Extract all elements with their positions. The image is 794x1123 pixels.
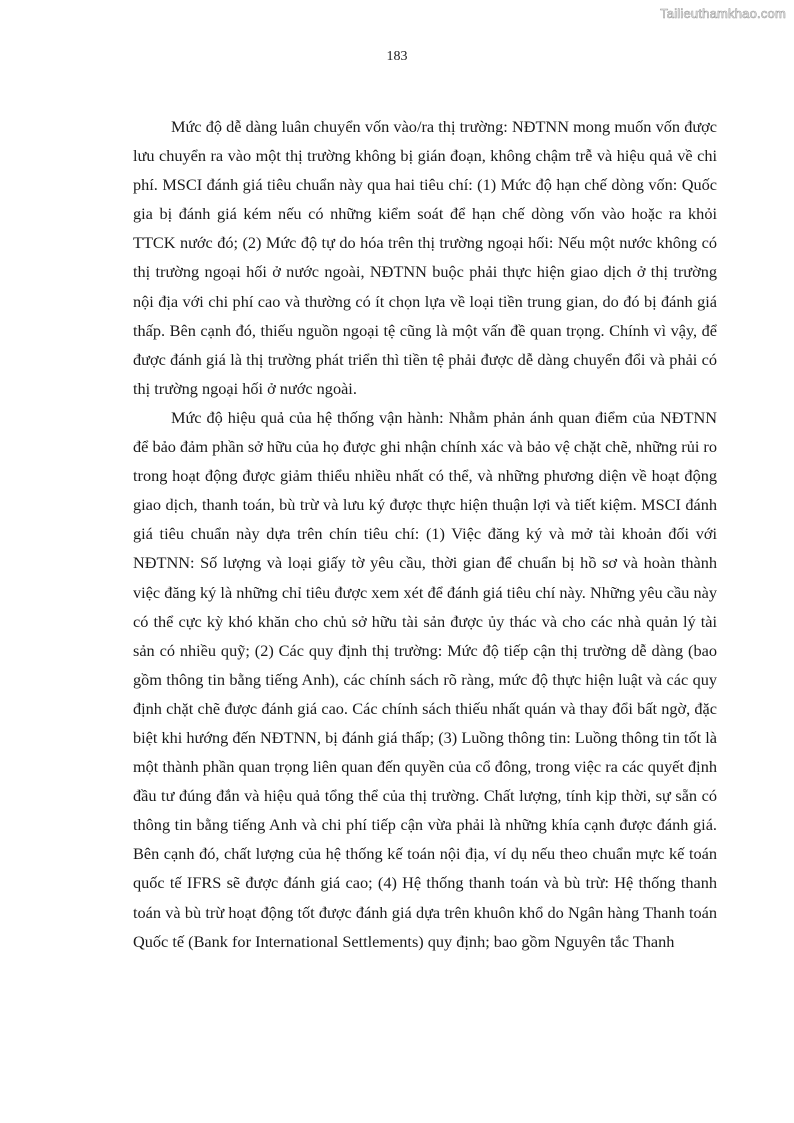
page-number: 183 <box>386 49 408 64</box>
paragraph-capital-mobility: Mức độ dễ dàng luân chuyển vốn vào/ra thị trường: NĐTNN mong muốn vốn được lưu chuyển ra vào một thị trường không bị gián đoạn, không chậm trễ và hiệu quả về chi phí. MSCI đánh giá tiêu chuẩn này qua hai tiêu chí: (1) Mức độ hạn chế dòng vốn: Quốc gia bị đánh giá kém nếu có những kiểm soát để hạn chế dòng vốn vào hoặc ra khỏi TTCK nước đó; (2) Mức độ tự do hóa trên thị trường ngoại hối: Nếu một nước không có thị trường ngoại hối ở nước ngoài, NĐTNN buộc phải thực hiện giao dịch ở thị trường nội địa với chi phí cao và thường có ít chọn lựa về loại tiền trung gian, do đó bị đánh giá thấp. Bên cạnh đó, thiếu nguồn ngoại tệ cũng là một vấn đề quan trọng. Chính vì vậy, để được đánh giá là thị trường phát triển thì tiền tệ phải được dễ dàng chuyển đổi và phải có thị trường ngoại hối ở nước ngoài. <box>133 117 717 398</box>
document-body <box>133 112 717 956</box>
watermark: Tailieuthamkhao.com <box>660 6 786 21</box>
paragraph-operational-efficiency: Mức độ hiệu quả của hệ thống vận hành: Nhằm phản ánh quan điểm của NĐTNN để bảo đảm phần sở hữu của họ được ghi nhận chính xác và bảo vệ chặt chẽ, những rủi ro trong hoạt động được giảm thiểu nhiều nhất có thể, và những phương diện về hoạt động giao dịch, thanh toán, bù trừ và lưu ký được thực hiện thuận lợi và tiết kiệm. MSCI đánh giá tiêu chuẩn này dựa trên chín tiêu chí: (1) Việc đăng ký và mở tài khoản đối với NĐTNN: Số lượng và loại giấy tờ yêu cầu, thời gian để chuẩn bị hồ sơ và hoàn thành việc đăng ký là những chỉ tiêu được xem xét để đánh giá tiêu chí này. Những yêu cầu này có thể cực kỳ khó khăn cho chủ sở hữu tài sản được ủy thác và cho các nhà quản lý tài sản có nhiều quỹ; (2) Các quy định thị trường: Mức độ tiếp cận thị trường dễ dàng (bao gồm thông tin bằng tiếng Anh), các chính sách rõ ràng, mức độ thực hiện luật và các quy định chặt chẽ được đánh giá cao. Các chính sách thiếu nhất quán và thay đổi bất ngờ, đặc biệt khi hướng đến NĐTNN, bị đánh giá thấp; (3) Luồng thông tin: Luồng thông tin tốt là một thành phần quan trọng liên quan đến quyền của cổ đông, trong việc ra các quyết định đầu tư đúng đắn và hiệu quả tổng thể của thị trường. Chất lượng, tính kịp thời, sự sẵn có thông tin bằng tiếng Anh và chi phí tiếp cận vừa phải là những khía cạnh được đánh giá. Bên cạnh đó, chất lượng của hệ thống kế toán nội địa, ví dụ nếu theo chuẩn mực kế toán quốc tế IFRS sẽ được đánh giá cao; (4) Hệ thống thanh toán và bù trừ: Hệ thống thanh toán và bù trừ hoạt động tốt được đánh giá dựa trên khuôn khổ do Ngân hàng Thanh toán Quốc tế (Bank for International Settlements) quy định; bao gồm Nguyên tắc Thanh <box>133 407 717 951</box>
